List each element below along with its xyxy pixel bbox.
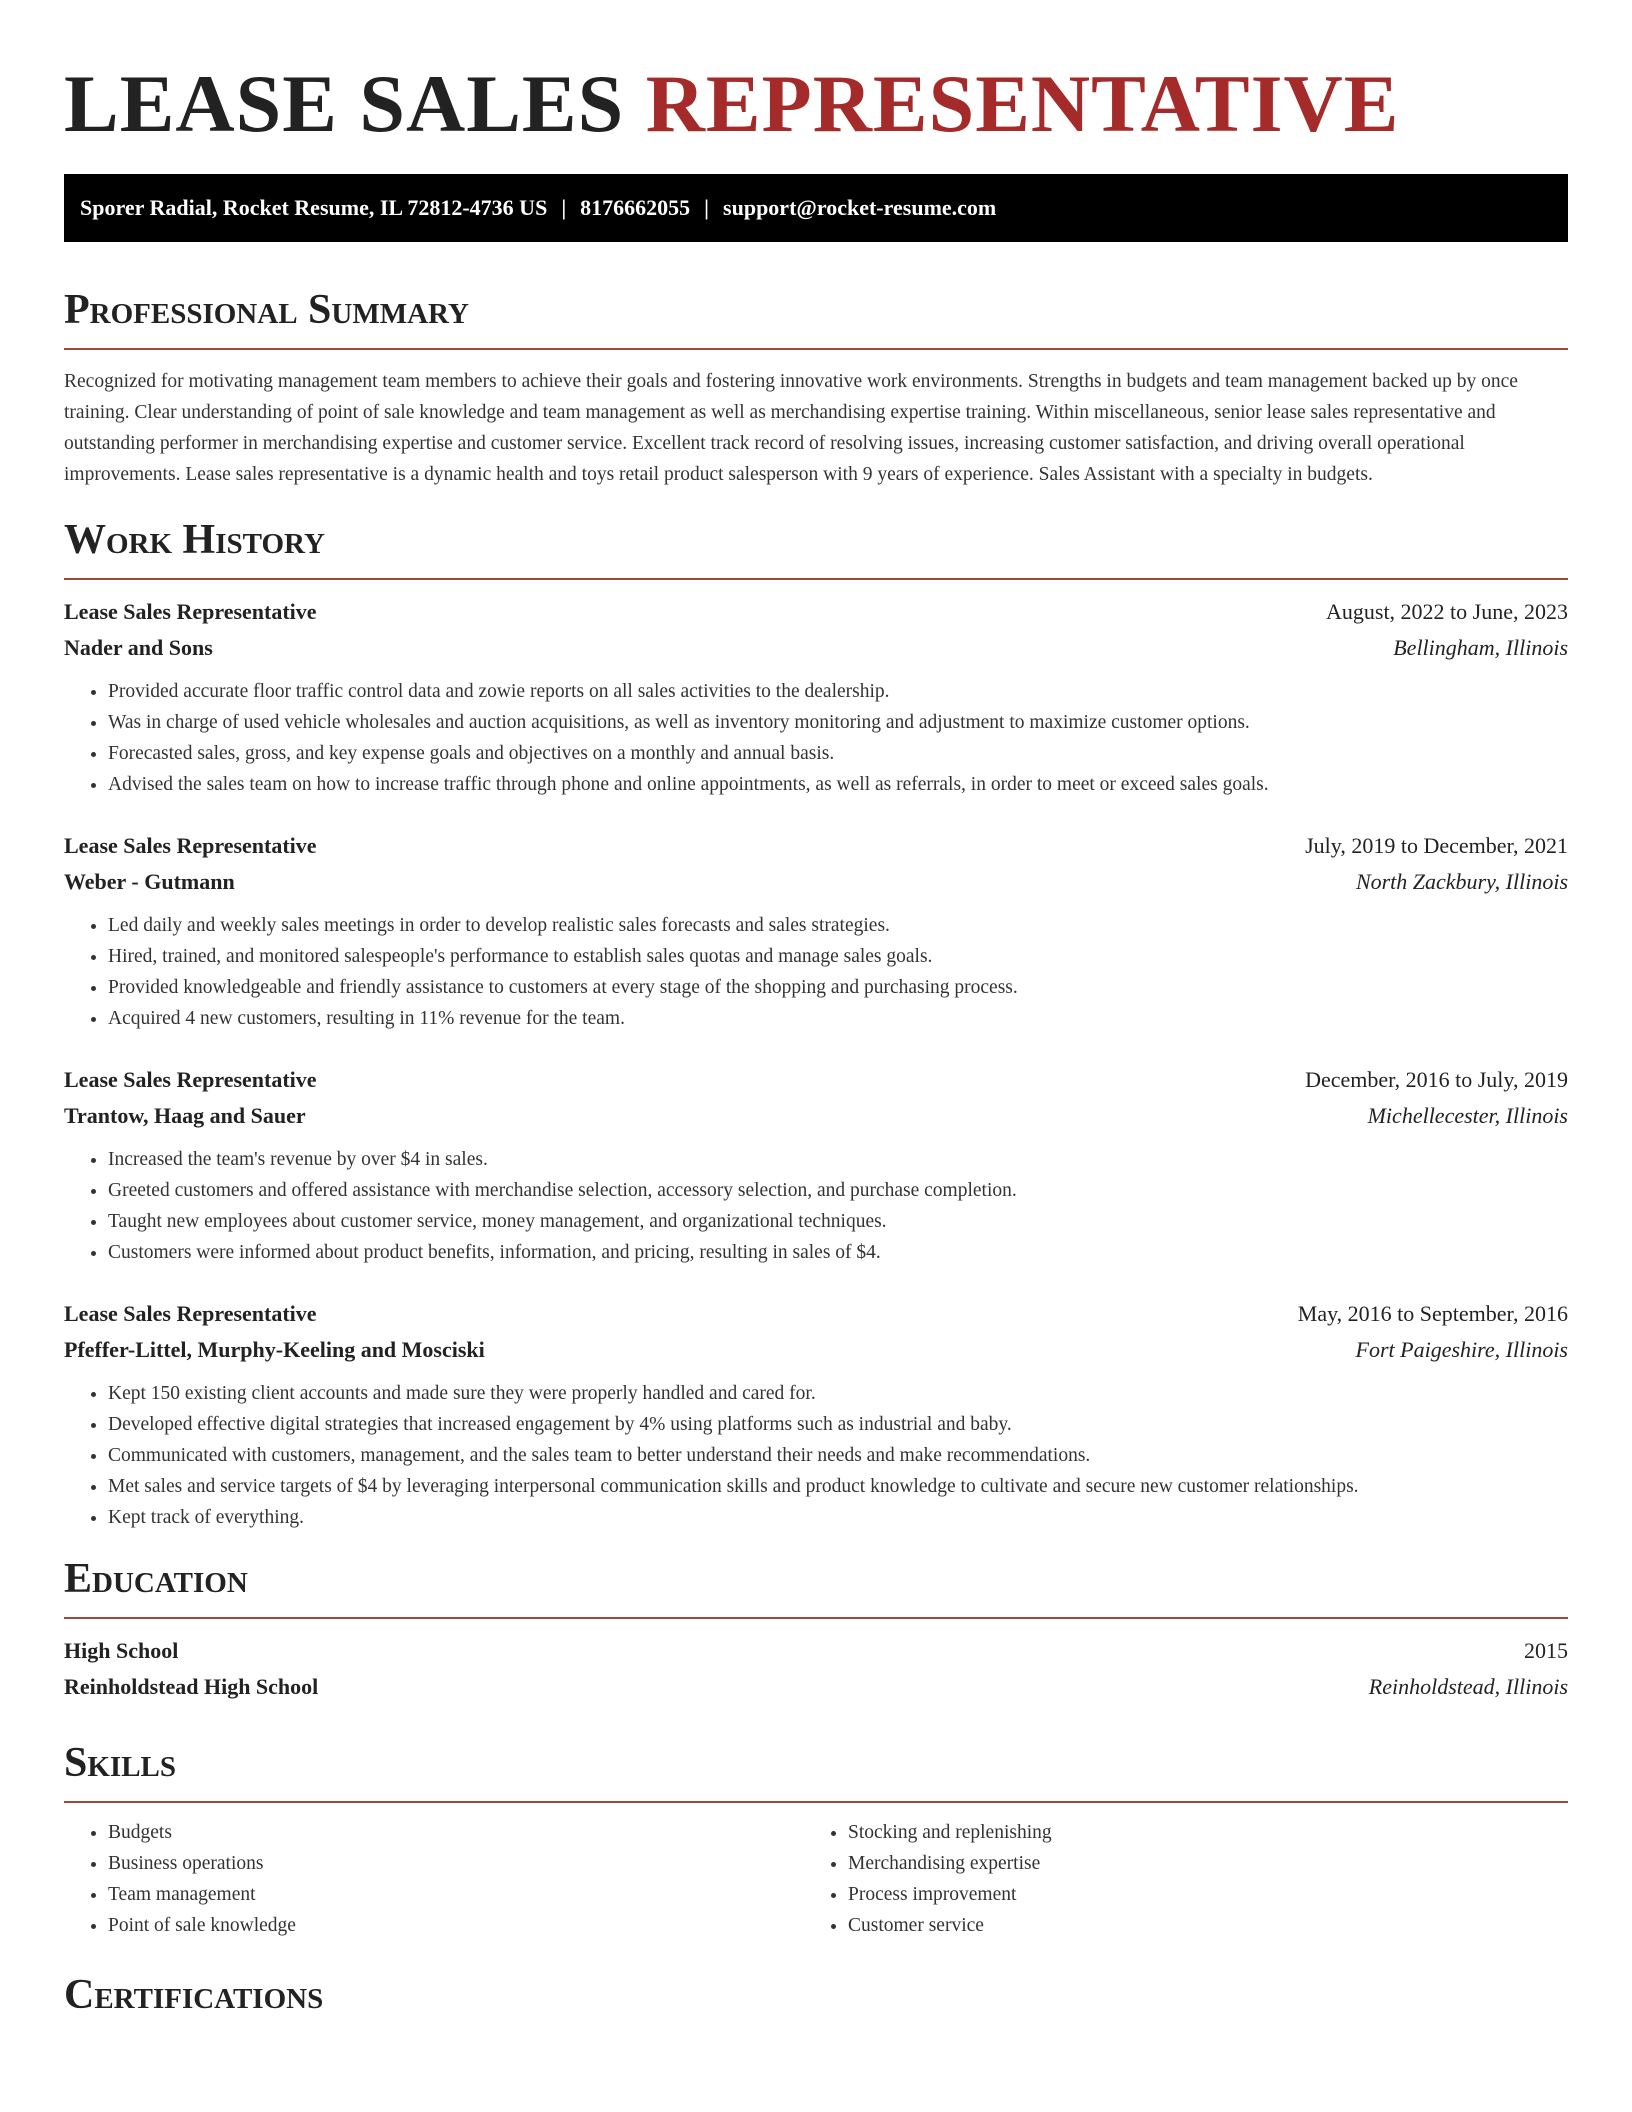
list-item: • Hired, trained, and monitored salespeople's performance to establish sales quotas and manage sales goals. (108, 941, 1568, 972)
education-location: Reinholdstead, Illinois (1368, 1674, 1568, 1699)
job-subheader (64, 864, 1568, 900)
job-dates: August, 2022 to June, 2023 (1326, 599, 1568, 624)
skills-list-right (804, 1817, 1544, 1941)
list-item: • Point of sale knowledge (108, 1910, 804, 1941)
skills-list-left (64, 1817, 804, 1941)
list-item: • Taught new employees about customer service, money management, and organizational techniques. (108, 1206, 1568, 1237)
section-divider (64, 1617, 1568, 1619)
job-entry (64, 594, 1568, 800)
title-accent: REPRESENTATIVE (645, 58, 1400, 149)
job-entry (64, 1296, 1568, 1533)
list-item: • Communicated with customers, management, and the sales team to better understand their needs and make recommendations. (108, 1440, 1568, 1471)
list-item: • Increased the team's revenue by over $4 in sales. (108, 1144, 1568, 1175)
resume-title (64, 0, 1568, 150)
list-item: • Provided knowledgeable and friendly assistance to customers at every stage of the shopping and purchasing process. (108, 972, 1568, 1003)
section-divider (64, 348, 1568, 350)
section-title-certifications: Certifications (64, 1972, 324, 2018)
section-divider (64, 1801, 1568, 1803)
list-item: • Met sales and service targets of $4 by leveraging interpersonal communication skills and product knowledge to cultivate and secure new customer relationships. (108, 1471, 1568, 1502)
job-bullets (64, 910, 1568, 1034)
list-item: • Process improvement (848, 1879, 1544, 1910)
job-company: Weber - Gutmann (64, 869, 235, 894)
list-item: • Customer service (848, 1910, 1544, 1941)
list-item: • Kept track of everything. (108, 1502, 1568, 1533)
list-item: • Customers were informed about product benefits, information, and pricing, resulting in sales of $4. (108, 1237, 1568, 1268)
job-company: Trantow, Haag and Sauer (64, 1103, 306, 1128)
education-section (64, 1555, 1568, 1705)
certifications-section (64, 1971, 1568, 2019)
job-location: Michellecester, Illinois (1367, 1103, 1568, 1128)
list-item: • Provided accurate floor traffic control data and zowie reports on all sales activities to the dealership. (108, 676, 1568, 707)
job-title: Lease Sales Representative (64, 1067, 317, 1092)
job-location: North Zackbury, Illinois (1355, 869, 1568, 894)
job-header (64, 828, 1568, 864)
list-item: • Advised the sales team on how to increase traffic through phone and online appointments, as well as referrals, in order to meet or exceed sales goals. (108, 769, 1568, 800)
job-bullets (64, 1144, 1568, 1268)
job-subheader (64, 1098, 1568, 1134)
education-header (64, 1633, 1568, 1669)
section-divider (64, 578, 1568, 580)
skills-columns (64, 1817, 1568, 1941)
list-item: • Team management (108, 1879, 804, 1910)
summary-text: Recognized for motivating management team members to achieve their goals and fostering innovative work environments. Strengths in budgets and team management backed up by once training. Clear understanding of point of sale knowledge and team management as well as merchandising expertise training. Within miscellaneous, senior lease sales representative and outstanding performer in merchandising expertise and customer service. Excellent track record of resolving issues, increasing customer satisfaction, and driving overall operational improvements. Lease sales representative is a dynamic health and toys retail product salesperson with 9 years of experience. Sales Assistant with a specialty in budgets. (64, 371, 1518, 485)
job-company: Nader and Sons (64, 635, 213, 660)
job-bullets (64, 676, 1568, 800)
contact-phone: 8176662055 (580, 195, 691, 220)
job-subheader (64, 1332, 1568, 1368)
education-school: Reinholdstead High School (64, 1674, 319, 1699)
job-location: Fort Paigeshire, Illinois (1355, 1337, 1568, 1362)
job-entry (64, 1062, 1568, 1268)
contact-separator: | (561, 195, 567, 220)
list-item: • Merchandising expertise (848, 1848, 1544, 1879)
list-item: • Greeted customers and offered assistance with merchandise selection, accessory selection, and purchase completion. (108, 1175, 1568, 1206)
list-item: • Stocking and replenishing (848, 1817, 1544, 1848)
list-item: • Business operations (108, 1848, 804, 1879)
list-item: • Forecasted sales, gross, and key expense goals and objectives on a monthly and annual basis. (108, 738, 1568, 769)
job-entry (64, 828, 1568, 1034)
job-header (64, 594, 1568, 630)
education-year: 2015 (1524, 1638, 1568, 1663)
list-item: • Kept 150 existing client accounts and made sure they were properly handled and cared for. (108, 1378, 1568, 1409)
job-header (64, 1062, 1568, 1098)
education-degree: High School (64, 1638, 179, 1663)
list-item: • Developed effective digital strategies that increased engagement by 4% using platforms such as industrial and baby. (108, 1409, 1568, 1440)
job-bullets (64, 1378, 1568, 1533)
contact-bar (64, 174, 1568, 242)
contact-address: Sporer Radial, Rocket Resume, IL 72812-4736 US (80, 195, 548, 220)
list-item: • Acquired 4 new customers, resulting in 11% revenue for the team. (108, 1003, 1568, 1034)
education-subheader (64, 1669, 1568, 1705)
list-item: • Was in charge of used vehicle wholesales and auction acquisitions, as well as inventory monitoring and adjustment to maximize customer options. (108, 707, 1568, 738)
job-dates: July, 2019 to December, 2021 (1305, 833, 1568, 858)
list-item: • Led daily and weekly sales meetings in order to develop realistic sales forecasts and sales strategies. (108, 910, 1568, 941)
job-title: Lease Sales Representative (64, 599, 317, 624)
job-location: Bellingham, Illinois (1393, 635, 1568, 660)
section-title-summary: Professional Summary (64, 287, 469, 333)
section-title-work: Work History (64, 517, 325, 563)
job-title: Lease Sales Representative (64, 833, 317, 858)
section-title-education: Education (64, 1556, 248, 1602)
title-main: LEASE SALES (64, 58, 625, 149)
job-company: Pfeffer-Littel, Murphy-Keeling and Mosciski (64, 1337, 485, 1362)
skills-section (64, 1739, 1568, 1941)
section-title-skills: Skills (64, 1740, 177, 1786)
work-section (64, 516, 1568, 1533)
job-subheader (64, 630, 1568, 666)
contact-email: support@rocket-resume.com (723, 195, 997, 220)
job-dates: May, 2016 to September, 2016 (1297, 1301, 1568, 1326)
job-header (64, 1296, 1568, 1332)
job-title: Lease Sales Representative (64, 1301, 317, 1326)
job-dates: December, 2016 to July, 2019 (1305, 1067, 1568, 1092)
list-item: • Budgets (108, 1817, 804, 1848)
summary-section (64, 286, 1568, 490)
contact-separator: | (704, 195, 710, 220)
